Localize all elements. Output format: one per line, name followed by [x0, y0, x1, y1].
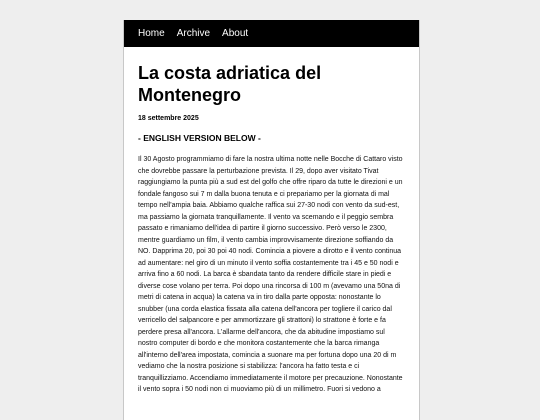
english-version-note: - ENGLISH VERSION BELOW -: [138, 133, 261, 143]
top-nav: [124, 20, 419, 47]
nav-home-link[interactable]: Home: [138, 28, 165, 39]
article-page: [123, 20, 420, 420]
nav-archive-link[interactable]: Archive: [176, 28, 211, 39]
article-body: Il 30 Agosto programmiamo di fare la nostra ultima notte nelle Bocche di Cattaro visto che dovrebbe passare la perturbazione prevista. Il 29, dopo aver visitato Tivat raggiungiamo la punta più a sud est del golfo che offre riparo da tutte le direzioni e un fondale fangoso sui 7 m dalla buona tenuta e ci prepariamo per la giornata di mal tempo nell'ampia baia. Abbiamo qualche raffica sui 27-30 nodi con vento da sud-est, ma passiamo la giornata tranquillamente. Il vento va scemando e il peggio sembra passato e rimaniamo dell'idea di partire il giorno successivo. Però verso le 2300, mentre guardiamo un film, il vento cambia improvvisamente direzione soffiando da NO. Dapprima 20, poi 30 poi 40 nodi. Comincia a piovere a dirotto e il vento continua ad aumentare: nel giro di un minuto il vento soffia costantemente tra i 45 e 50 nodi e arriva fino a 60 nodi. La barca è sbandata tanto da rendere difficile stare in piedi e diverse cose volano per terra. Poi dopo una rincorsa di 100 m (avevamo una 50na di metri di catena in acqua) la catena va in tiro dalla parte opposta: nonostante lo snubber (una corda elastica fissata alla catena dell'ancora per togliere il carico dal verricello del salpancore e per ammortizzare gli strattoni) lo strattone è forte e fa perdere presa all'ancora. L'allarme dell'ancora, che da abitudine impostiamo sul nostro computer di bordo e che monitora costantemente che la barca rimanga all'interno dell'area impostata, comincia a suonare ma per fortuna dopo una 20 di m vediamo che la nostra posizione si stabilizza: l'ancora ha fatto testa e ci tranquillizziamo. Accendiamo immediatamente il motore per precauzione. Nonostante il vento sopra i 50 nodi non ci muoviamo più di un millimetro. Fuori si vedono a: [138, 156, 403, 393]
article-content: [124, 62, 419, 396]
article-date: 18 settembre 2025: [138, 115, 199, 122]
nav-about-link[interactable]: About: [222, 28, 249, 39]
article-title: La costa adriatica del Montenegro: [138, 63, 322, 105]
